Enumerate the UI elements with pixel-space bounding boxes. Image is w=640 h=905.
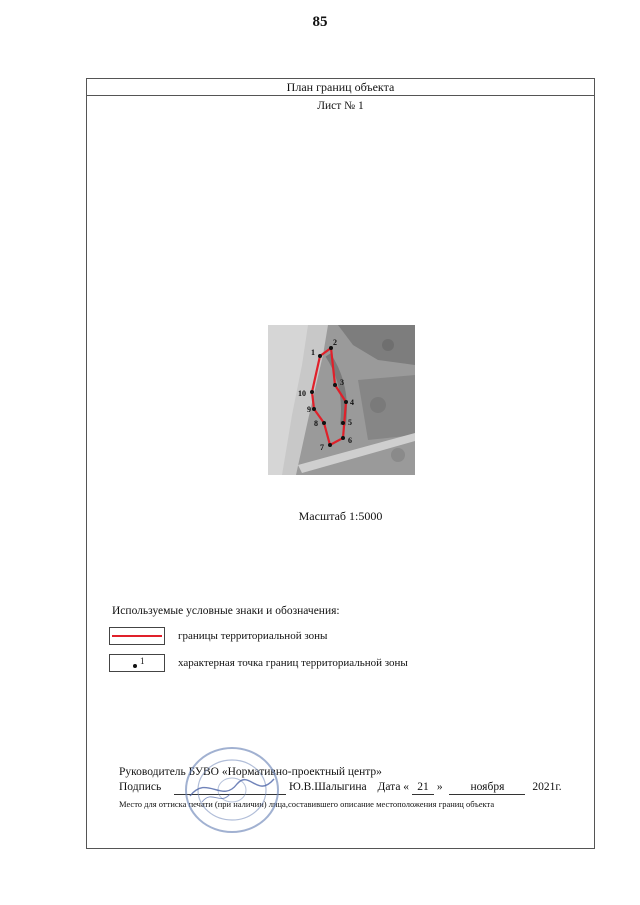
sheet-label: Лист № 1 <box>317 100 364 112</box>
legend-item-point <box>109 653 408 673</box>
point-label: 2 <box>333 338 337 347</box>
legend-heading: Используемые условные знаки и обозначения: <box>112 605 340 617</box>
signature-field <box>174 781 286 795</box>
date-day: 21 <box>412 781 434 795</box>
signature-block <box>119 765 589 809</box>
legend-point-label: 1 <box>140 656 145 666</box>
legend-symbol-point <box>109 654 165 672</box>
sign-label: Подпись <box>119 781 162 793</box>
date-close: » <box>436 781 443 793</box>
page-number: 85 <box>312 14 328 30</box>
frame-title: План границ объекта <box>87 79 594 96</box>
point-label: 10 <box>298 389 306 398</box>
scale-label: Масштаб 1:5000 <box>298 509 383 523</box>
legend-item-boundary <box>109 626 327 646</box>
signer-name: Ю.В.Шалыгина <box>288 781 367 793</box>
date-label: Дата « <box>377 781 410 793</box>
director-line: Руководитель БУВО «Нормативно-проектный центр» <box>119 766 382 778</box>
legend-symbol-line <box>109 627 165 645</box>
point-label: 7 <box>320 443 324 452</box>
point-label: 3 <box>340 378 344 387</box>
point-label: 6 <box>348 436 352 445</box>
document-frame <box>86 78 595 849</box>
red-line-icon <box>112 635 162 637</box>
point-label: 1 <box>311 348 315 357</box>
point-label: 4 <box>350 398 354 407</box>
legend-text: характерная точка границ территориальной зоны <box>178 657 408 669</box>
stamp-note: Место для оттиска печати (при наличии) лица,составившего описание местоположения границ объекта <box>119 799 495 809</box>
point-icon <box>133 664 137 668</box>
point-label: 9 <box>307 405 311 414</box>
point-label: 8 <box>314 419 318 428</box>
point-label: 5 <box>348 418 352 427</box>
date-month: ноября <box>449 781 525 795</box>
date-year: 2021г. <box>532 781 562 793</box>
boundary-map <box>268 325 415 475</box>
map-image <box>268 325 415 475</box>
legend-text: границы территориальной зоны <box>178 630 328 642</box>
signature-line <box>119 780 589 795</box>
